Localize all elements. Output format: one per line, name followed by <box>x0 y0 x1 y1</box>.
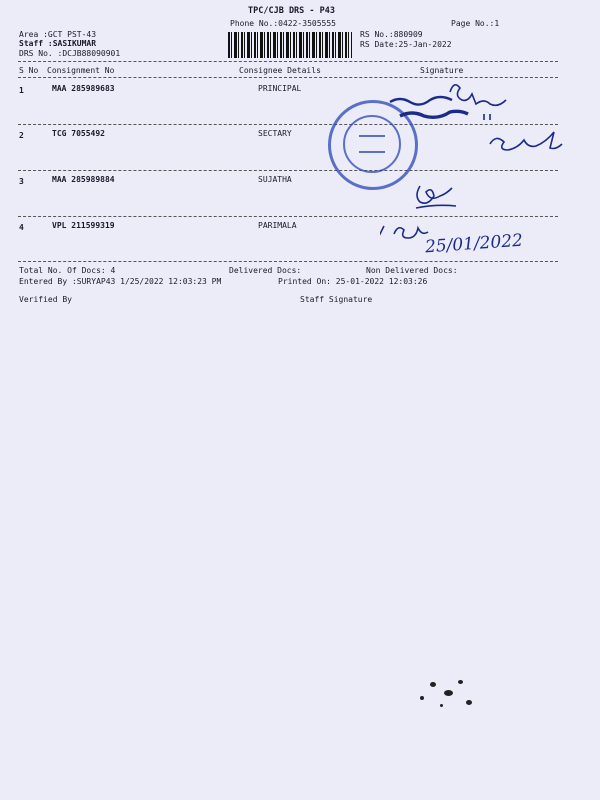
col-header-sno: S No <box>19 66 39 75</box>
staff-signature-label: Staff Signature <box>300 295 373 304</box>
non-delivered-docs: Non Delivered Docs: <box>366 266 458 275</box>
handwritten-date: 25/01/2022 <box>424 230 524 258</box>
scan-speck <box>466 700 472 705</box>
table-row-sno: 1 <box>19 86 24 95</box>
barcode-image <box>228 32 352 58</box>
table-row-consignee: PARIMALA <box>258 221 297 230</box>
table-row-sno: 2 <box>19 131 24 140</box>
page-number: Page No.:1 <box>451 19 500 28</box>
scan-speck <box>458 680 463 684</box>
entered-by: Entered By :SURYAP43 1/25/2022 12:03:23 PM <box>19 277 222 286</box>
total-docs: Total No. Of Docs: 4 <box>19 266 116 275</box>
table-row-sno: 3 <box>19 177 24 186</box>
col-header-consignment: Consignment No <box>47 66 115 75</box>
scan-speck <box>430 682 436 687</box>
area: Area :GCT PST-43 <box>19 30 97 39</box>
col-header-consignee: Consignee Details <box>239 66 321 75</box>
col-header-signature: Signature <box>420 66 464 75</box>
drs-number: DRS No. :DCJB88090901 <box>19 49 121 58</box>
table-row-sno: 4 <box>19 223 24 232</box>
table-row-consignment: MAA 285989884 <box>52 175 115 184</box>
scan-speck <box>440 704 443 707</box>
table-row-consignment: VPL 211599319 <box>52 221 115 230</box>
rs-date: RS Date:25-Jan-2022 <box>360 40 452 49</box>
verified-by-label: Verified By <box>19 295 72 304</box>
scan-speck <box>420 696 424 700</box>
table-row-consignee: SECTARY <box>258 129 292 138</box>
table-row-consignment: MAA 285989683 <box>52 84 115 93</box>
table-row-consignment: TCG 7055492 <box>52 129 105 138</box>
delivered-docs: Delivered Docs: <box>229 266 302 275</box>
phone-number: Phone No.:0422-3505555 <box>230 19 336 28</box>
staff: Staff :SASIKUMAR <box>19 39 97 48</box>
table-row-consignee: PRINCIPAL <box>258 84 302 93</box>
divider <box>18 61 558 62</box>
rs-number: RS No.:880909 <box>360 30 423 39</box>
printed-on: Printed On: 25-01-2022 12:03:26 <box>278 277 428 286</box>
scan-speck <box>444 690 453 696</box>
document-title: TPC/CJB DRS - P43 <box>248 6 335 16</box>
table-row-consignee: SUJATHA <box>258 175 292 184</box>
